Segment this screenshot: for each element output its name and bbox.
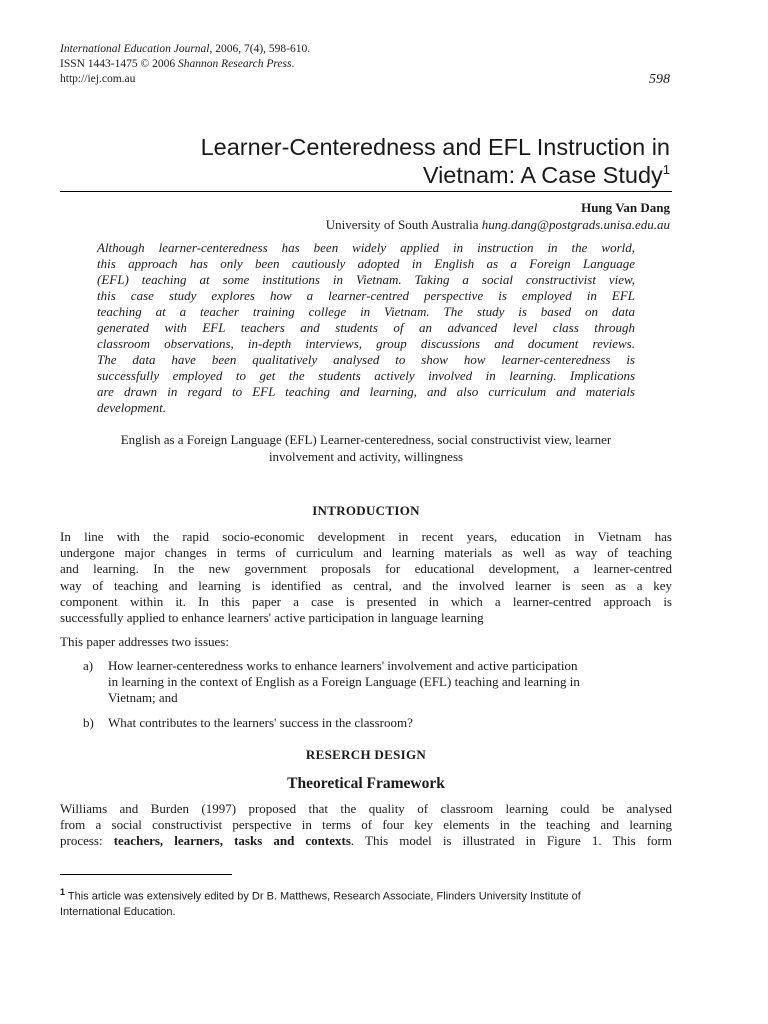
list-item-text	[108, 715, 673, 731]
paragraph-line: In line with the rapid socio-economic development in recent years, education in Vietnam has	[60, 529, 672, 544]
author-name: Hung Van Dang	[581, 200, 670, 215]
paper-title	[60, 133, 670, 189]
list-line: Vietnam; and	[108, 690, 178, 706]
title-divider	[60, 191, 672, 192]
keywords-line-1: English as a Foreign Language (EFL) Learner-centeredness, social constructivist view, learner	[120, 432, 612, 447]
abstract-line: development.	[97, 400, 166, 415]
abstract-line: (EFL) teaching at some institutions in Vietnam. Taking a social constructivist view,	[97, 272, 635, 287]
footnote	[60, 885, 672, 920]
abstract-line: are drawn in regard to EFL teaching and learning, and also curriculum and materials	[97, 384, 635, 399]
paragraph-text: . This model is illustrated in Figure 1. This form	[350, 833, 672, 849]
footnote-divider	[60, 874, 232, 875]
journal-url[interactable]: http://iej.com.au	[60, 73, 136, 85]
issn-text: ISSN 1443-1475 © 2006	[60, 58, 178, 70]
title-line-2	[60, 161, 670, 189]
list-line: in learning in the context of English as a Foreign Language (EFL) teaching and learning in	[108, 674, 580, 690]
research-design-paragraph	[60, 801, 672, 850]
abstract-line: The data have been qualitatively analysed to show how learner-centeredness is	[97, 352, 635, 367]
abstract-line: successfully employed to get the students actively involved in learning. Implications	[97, 368, 635, 383]
paragraph-line: undergone major changes in terms of curriculum and learning materials as well as way of teaching	[60, 545, 672, 561]
title-footnote-mark[interactable]: 1	[662, 162, 670, 178]
paragraph-line: successfully applied to enhance learners' active participation in language learning	[60, 610, 484, 626]
issn-line	[60, 57, 672, 72]
introduction-heading: INTRODUCTION	[312, 503, 420, 518]
research-design-heading: RESERCH DESIGN	[305, 747, 427, 762]
title-line-1: Learner-Centeredness and EFL Instruction in	[200, 134, 670, 160]
journal-citation	[60, 42, 672, 57]
footnote-line-2: International Education.	[60, 905, 176, 918]
publisher-period: .	[291, 58, 295, 70]
abstract-line: this approach has only been cautiously adopted in English as a Foreign Language	[97, 256, 635, 271]
abstract-line: classroom observations, in-depth interviews, group discussions and document reviews.	[97, 336, 635, 351]
list-item-text	[108, 658, 673, 707]
paragraph-line	[60, 833, 672, 849]
author-email[interactable]: hung.dang@postgrads.unisa.edu.au	[481, 217, 670, 232]
bold-key-elements: teachers, learners, tasks and contexts	[113, 833, 351, 849]
list-line: How learner-centeredness works to enhance learners' involvement and active participation	[108, 658, 578, 673]
abstract-line: this case study explores how a learner-centred perspective is employed in EFL	[97, 288, 635, 303]
affiliation-text: University of South Australia	[325, 217, 482, 232]
publisher-name: Shannon Research Press	[178, 58, 292, 70]
abstract	[97, 240, 635, 416]
list-marker: a)	[83, 658, 94, 673]
journal-header	[60, 42, 672, 87]
journal-volume-info: , 2006, 7(4), 598-610.	[209, 43, 311, 55]
list-marker: b)	[83, 715, 94, 730]
paragraph-line: component within it. In this paper a case is presented in which a learner-centred approach is	[60, 593, 672, 609]
paragraph-line: way of teaching and learning is identified as central, and the involved learner is seen as a key	[60, 577, 672, 593]
paragraph-line: and learning. In the new government proposals for educational development, a learner-centred	[60, 561, 672, 577]
journal-name: International Education Journal	[60, 43, 210, 55]
title-line-2-text: Vietnam: A Case Study	[422, 162, 663, 188]
keywords-line-2: involvement and activity, willingness	[268, 449, 464, 464]
paragraph-line: from a social constructivist perspective in terms of four key elements in the teaching and learning	[60, 817, 672, 833]
footnote-mark: 1	[60, 887, 66, 897]
page-number: 598	[649, 72, 670, 87]
author-affiliation	[60, 217, 670, 233]
introduction-paragraph-2: This paper addresses two issues:	[60, 634, 229, 649]
introduction-paragraph-1	[60, 529, 672, 626]
abstract-line: Although learner-centeredness has been widely applied in instruction in the world,	[97, 240, 635, 255]
abstract-line: generated with EFL teachers and students of an advanced level class through	[97, 320, 635, 335]
theoretical-framework-heading: Theoretical Framework	[287, 775, 445, 792]
list-line: What contributes to the learners' success in the classroom?	[108, 715, 413, 730]
keywords	[60, 431, 672, 465]
footnote-line-1	[60, 885, 672, 905]
paragraph-line: Williams and Burden (1997) proposed that the quality of classroom learning could be analysed	[60, 801, 672, 816]
abstract-line: teaching at a teacher training college in Vietnam. The study is based on data	[97, 304, 635, 319]
footnote-text: This article was extensively edited by Dr B. Matthews, Research Associate, Flinders University Institute of	[67, 890, 581, 903]
paragraph-text: process:	[60, 833, 114, 849]
